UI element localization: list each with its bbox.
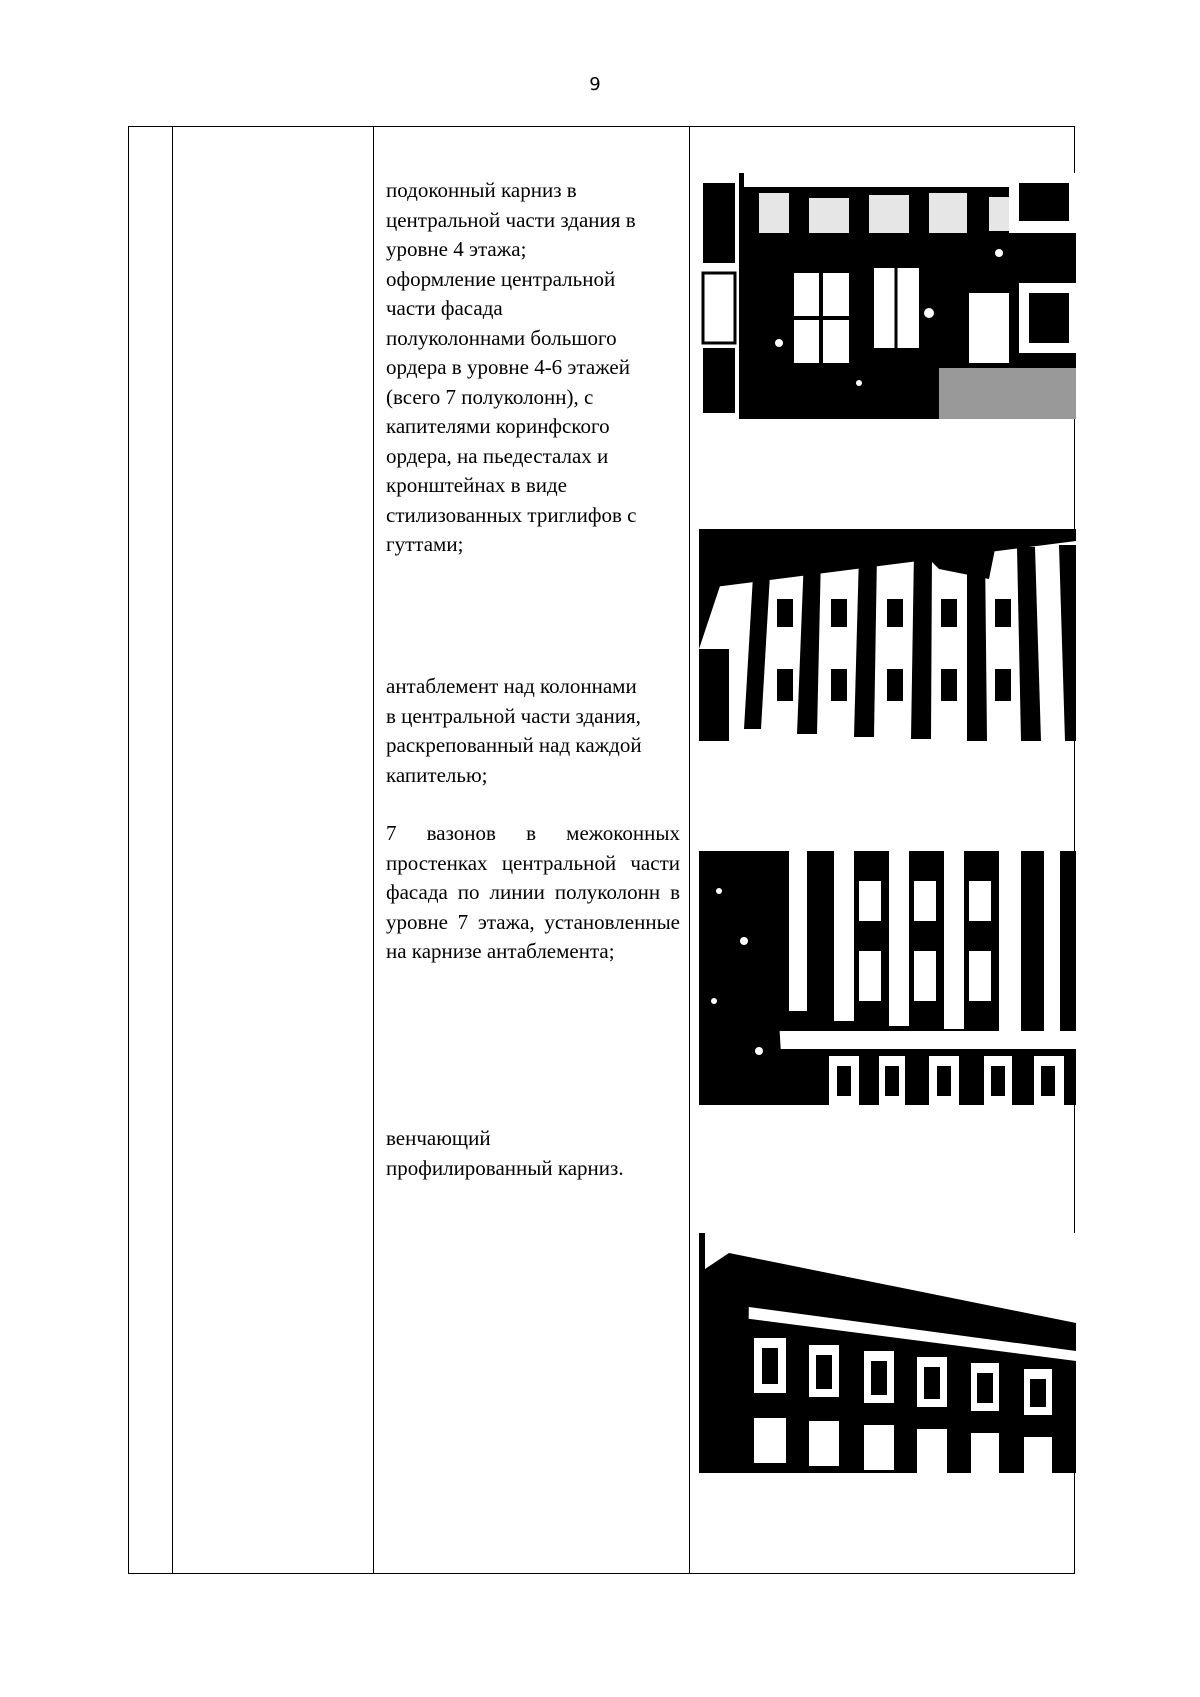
text-line: гуттами; [386,532,464,556]
text-line: капителями коринфского [386,414,610,438]
facade-photo-2 [699,529,1076,741]
description-vases: 7 вазонов в межоконных простенках центральной части фасада по линии полуколонн в уровне 7 этажа, установленные на карнизе антаблемента; [386,821,680,963]
text-line: профилированный карниз. [386,1155,624,1180]
column-divider-3 [689,127,690,1573]
text-line: ордера, на пьедесталах и [386,443,609,468]
text-line: уровне 4 этажа; [386,237,527,261]
page-number: 9 [589,74,601,95]
text-line: полуколоннами большого [386,325,617,350]
text-line: антаблемент над колоннами [386,674,637,698]
text-line: ордера в уровне 4-6 этажей [386,355,630,379]
text-line: (всего 7 полуколонн), с [386,384,594,409]
text-line: в центральной части здания, [386,703,641,728]
text-line: части фасада [386,296,503,320]
facade-photo-1 [699,173,1076,419]
heritage-elements-table [128,126,1075,1574]
text-line: раскрепованный над каждой [386,733,642,757]
column-divider-2 [373,127,374,1573]
description-entablature [386,672,680,790]
column-divider-1 [172,127,173,1573]
text-line: подоконный карниз в [386,178,577,202]
facade-photo-4 [699,1233,1076,1473]
text-line: кронштейнах в виде [386,473,567,497]
text-line: стилизованных триглифов с [386,502,637,527]
text-line: капителью; [386,762,488,787]
text-line: оформление центральной [386,266,616,291]
text-line: центральной части здания в [386,207,636,232]
description-window-cornice-columns [386,176,680,560]
facade-photo-3 [699,851,1076,1105]
description-crowning-cornice [386,1124,680,1183]
text-line: венчающий [386,1126,491,1150]
